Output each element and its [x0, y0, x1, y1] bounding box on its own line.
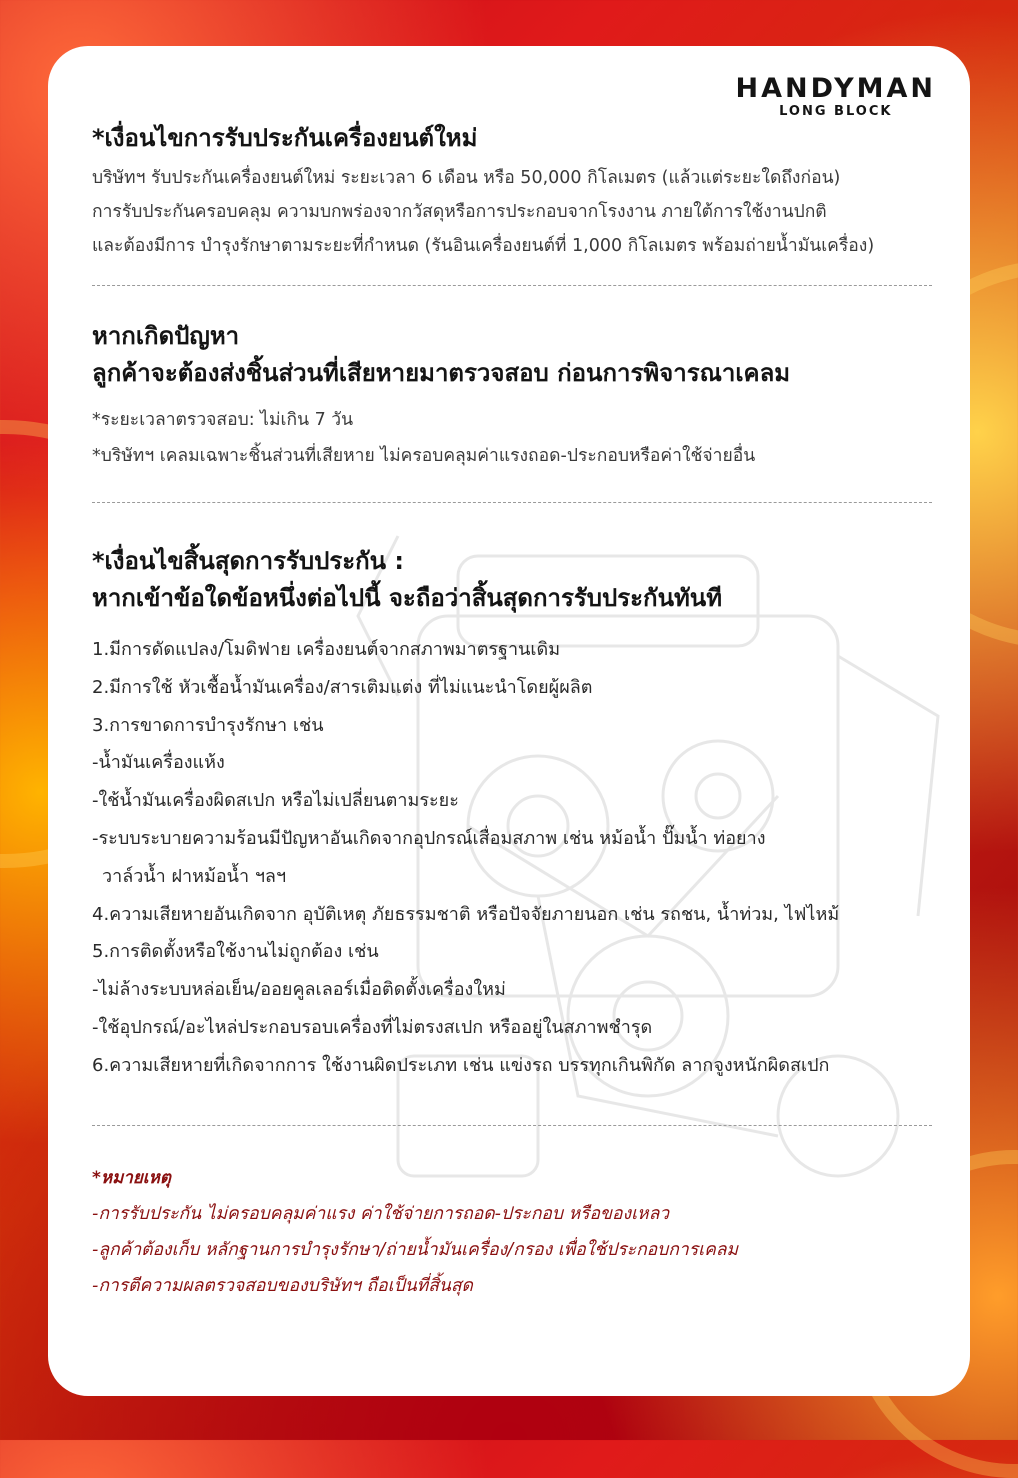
termination-subitem: -ใช้น้ำมันเครื่องผิดสเปก หรือไม่เปลี่ยนตามระยะ: [92, 790, 459, 812]
termination-item: 4.ความเสียหายอันเกิดจาก อุบัติเหตุ ภัยธรรมชาติ หรือปัจจัยภายนอก เช่น รถชน, น้ำท่วม, ไฟไหม้: [92, 903, 840, 925]
termination-item: 2.มีการใช้ หัวเชื้อน้ำมันเครื่อง/สารเติมแต่ง ที่ไม่แนะนำโดยผู้ผลิต: [92, 676, 593, 698]
note-line: -ลูกค้าต้องเก็บ หลักฐานการบำรุงรักษา/ถ่ายน้ำมันเครื่อง/กรอง เพื่อใช้ประกอบการเคลม: [92, 1239, 739, 1260]
termination-subheading: หากเข้าข้อใดข้อหนึ่งต่อไปนี้ จะถือว่าสิ้นสุดการรับประกันทันที: [92, 584, 723, 612]
termination-item: 3.การขาดการบำรุงรักษา เช่น: [92, 714, 324, 736]
notes-section: [92, 1160, 932, 1304]
warranty-content: [92, 120, 932, 1304]
termination-item: 1.มีการดัดแปลง/โมดิฟาย เครื่องยนต์จากสภาพมาตรฐานเดิม: [92, 639, 561, 660]
termination-subitem: -ไม่ล้างระบบหล่อเย็น/ออยคูลเลอร์เมื่อติดตั้งเครื่องใหม่: [92, 979, 506, 1001]
new-engine-warranty-section: [92, 120, 932, 263]
note-line: -การตีความผลตรวจสอบของบริษัทฯ ถือเป็นที่สิ้นสุด: [92, 1275, 473, 1296]
new-engine-warranty-line: การรับประกันครอบคลุม ความบกพร่องจากวัสดุหรือการประกอบจากโรงงาน ภายใต้การใช้งานปกติ: [92, 202, 827, 222]
problem-subheading: ลูกค้าจะต้องส่งชิ้นส่วนที่เสียหายมาตรวจสอบ ก่อนการพิจารณาเคลม: [92, 359, 791, 387]
handyman-logo: [736, 74, 936, 120]
termination-item: 6.ความเสียหายที่เกิดจากการ ใช้งานผิดประเภท เช่น แข่งรถ บรรทุกเกินพิกัด ลากจูงหนักผิดสเปก: [92, 1054, 830, 1076]
logo-subtitle: LONG BLOCK: [779, 104, 893, 119]
warranty-termination-section: [92, 543, 932, 1085]
new-engine-warranty-line: และต้องมีการ บำรุงรักษาตามระยะที่กำหนด (รันอินเครื่องยนต์ที่ 1,000 กิโลเมตร พร้อมถ่ายน้ำมันเครื่อง): [92, 236, 875, 256]
note-line: -การรับประกัน ไม่ครอบคลุมค่าแรง ค่าใช้จ่ายการถอด-ประกอบ หรือของเหลว: [92, 1203, 670, 1224]
termination-subitem: -ใช้อุปกรณ์/อะไหล่ประกอบรอบเครื่องที่ไม่ตรงสเปก หรืออยู่ในสภาพชำรุด: [92, 1016, 653, 1038]
problem-claim-section: [92, 318, 932, 474]
notes-heading: *หมายเหตุ: [92, 1167, 171, 1188]
termination-item: 5.การติดตั้งหรือใช้งานไม่ถูกต้อง เช่น: [92, 941, 379, 963]
claim-scope-note: *บริษัทฯ เคลมเฉพาะชิ้นส่วนที่เสียหาย ไม่ครอบคลุมค่าแรงถอด-ประกอบหรือค่าใช้จ่ายอื่น: [92, 446, 756, 466]
termination-heading: *เงื่อนไขสิ้นสุดการรับประกัน :: [92, 547, 404, 575]
inspection-period-note: *ระยะเวลาตรวจสอบ: ไม่เกิน 7 วัน: [92, 410, 354, 430]
logo-wordmark: HANDYMAN: [735, 73, 936, 104]
warranty-card: [48, 46, 970, 1396]
termination-subitem-continued: วาล์วน้ำ ฝาหม้อน้ำ ฯลฯ: [102, 865, 287, 887]
new-engine-warranty-heading: *เงื่อนไขการรับประกันเครื่องยนต์ใหม่: [92, 124, 478, 152]
termination-subitem: -ระบบระบายความร้อนมีปัญหาอันเกิดจากอุปกรณ์เสื่อมสภาพ เช่น หม้อน้ำ ปั๊มน้ำ ท่อยาง: [92, 827, 766, 849]
termination-subitem: -น้ำมันเครื่องแห้ง: [92, 752, 225, 774]
new-engine-warranty-line: บริษัทฯ รับประกันเครื่องยนต์ใหม่ ระยะเวลา 6 เดือน หรือ 50,000 กิโลเมตร (แล้วแต่ระยะใดถึงก่อน): [92, 168, 841, 188]
problem-heading: หากเกิดปัญหา: [92, 322, 240, 350]
